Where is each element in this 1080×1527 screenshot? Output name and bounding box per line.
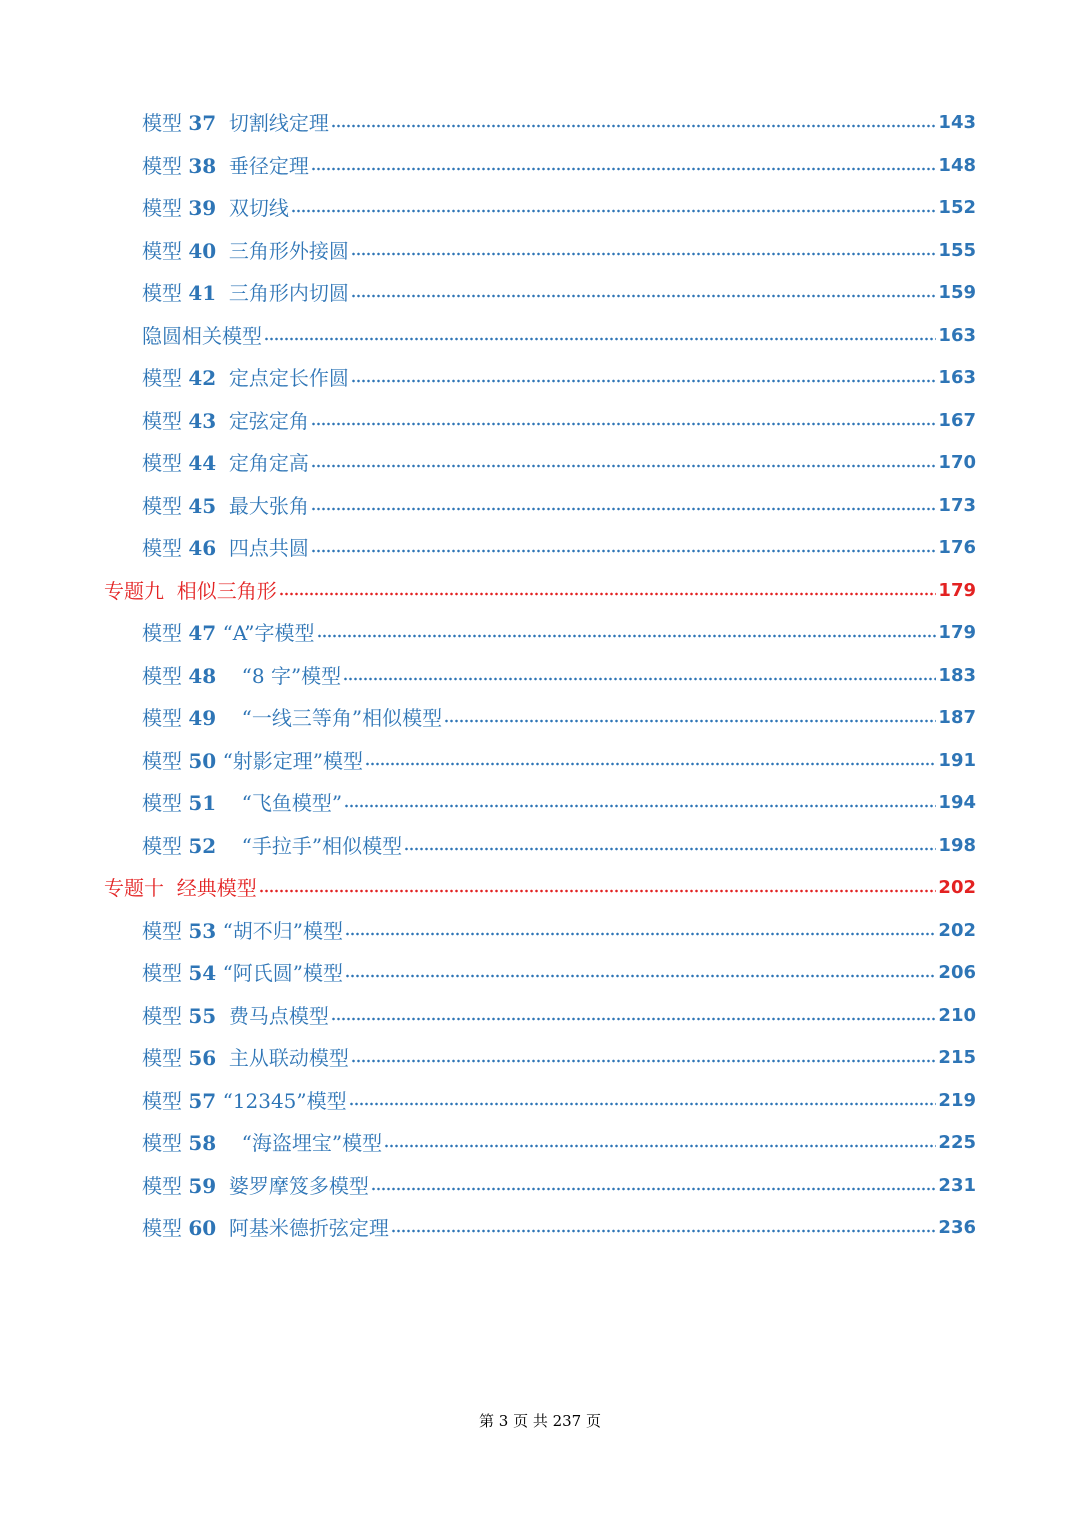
dot-leader: [344, 804, 936, 808]
toc-page-number: 202: [938, 877, 976, 898]
toc-entry-label: [142, 194, 289, 222]
toc-entry-number: 56: [188, 1046, 217, 1070]
toc-entry-number: 45: [188, 493, 217, 518]
toc-entry-separator: [216, 196, 229, 220]
toc-entry[interactable]: [142, 401, 976, 435]
dot-leader: [391, 1229, 937, 1233]
toc-entry-number: 37: [188, 111, 217, 135]
toc-page-number: 159: [938, 282, 976, 303]
toc-page-number: 176: [938, 537, 976, 558]
toc-entry-label: [142, 279, 349, 307]
toc-page-number: 225: [938, 1132, 976, 1153]
toc-entry[interactable]: [142, 1166, 976, 1200]
toc-entry-prefix: 模型: [142, 1173, 189, 1198]
dot-leader: [291, 209, 937, 213]
toc-entry-separator: [216, 409, 229, 433]
dot-leader: [349, 1102, 937, 1106]
toc-entry-prefix: 模型: [142, 748, 189, 773]
toc-page-number: 202: [938, 919, 976, 941]
toc-entry-separator: [216, 1004, 229, 1028]
toc-entry[interactable]: [142, 1081, 976, 1115]
toc-entry-label: [142, 1214, 389, 1242]
dot-leader: [365, 762, 936, 766]
toc-entry-label: [142, 917, 343, 945]
toc-entry[interactable]: [142, 231, 976, 265]
toc-page-number: 167: [938, 409, 976, 431]
toc-entry-number: 40: [188, 238, 217, 263]
toc-entry-prefix: 模型: [142, 153, 189, 178]
dot-leader: [343, 677, 936, 681]
toc-entry-title: “12345”模型: [222, 1088, 347, 1113]
toc-entry-label: [142, 959, 343, 987]
toc-page-number: 155: [938, 239, 976, 261]
toc-page-number: 210: [938, 1004, 976, 1026]
dot-leader: [331, 124, 937, 128]
dot-leader: [279, 592, 937, 596]
toc-entry-title: “阿氏圆”模型: [222, 961, 344, 985]
toc-entry-prefix: 模型: [142, 451, 189, 475]
toc-entry-label: [142, 789, 342, 817]
toc-entry-label: [142, 832, 402, 860]
dot-leader: [371, 1187, 937, 1191]
toc-entry-prefix: 模型: [142, 408, 189, 433]
toc-entry-title: 垂径定理: [228, 153, 309, 178]
toc-page-number: 219: [938, 1089, 976, 1111]
toc-entry-separator: [216, 366, 229, 390]
toc-entry-prefix: 模型: [142, 791, 189, 815]
toc-entry[interactable]: [142, 1208, 976, 1242]
toc-entry-prefix: 模型: [142, 536, 189, 560]
toc-entry[interactable]: [142, 911, 976, 945]
toc-entry-prefix: 模型: [142, 961, 189, 985]
toc-entry-number: 48: [188, 663, 217, 688]
toc-entry-title: 定点定长作圆: [228, 366, 349, 390]
toc-entry-label: [142, 407, 309, 435]
toc-page-number: 173: [938, 494, 976, 516]
toc-entry-prefix: 模型: [142, 111, 189, 135]
toc-entry-label: [104, 577, 277, 605]
dot-leader: [259, 889, 937, 893]
toc-entry[interactable]: [142, 953, 976, 987]
toc-entry-separator: [216, 154, 229, 178]
toc-entry[interactable]: [142, 103, 976, 137]
toc-page-number: 183: [938, 664, 976, 686]
toc-entry-number: 49: [188, 706, 217, 730]
toc-entry[interactable]: [142, 528, 976, 562]
toc-page-number: 231: [938, 1174, 976, 1196]
dot-leader: [311, 507, 937, 511]
toc-entry-label: [104, 874, 257, 902]
dot-leader: [345, 932, 936, 936]
dot-leader: [311, 549, 937, 553]
toc-page-number: 179: [938, 579, 976, 601]
toc-entry-label: [142, 364, 349, 392]
toc-entry-number: 54: [188, 961, 217, 985]
toc-entry-separator: [216, 536, 229, 560]
dot-leader: [311, 422, 937, 426]
toc-page-number: 163: [938, 367, 976, 388]
toc-entry-label: [142, 1172, 369, 1200]
toc-entry-title: 定角定高: [228, 451, 309, 475]
dot-leader: [311, 464, 937, 468]
toc-entry[interactable]: [142, 188, 976, 222]
toc-entry-number: 41: [188, 281, 217, 305]
toc-entry-title: “海盗埋宝”模型: [241, 1131, 383, 1155]
toc-entry-title: 专题十 经典模型: [104, 876, 257, 900]
toc-entry-number: 60: [188, 1216, 217, 1240]
toc-entry-number: 58: [188, 1131, 217, 1155]
toc-page-number: 170: [938, 452, 976, 473]
toc-entry-separator: [216, 791, 241, 815]
toc-entry-number: 42: [188, 366, 217, 390]
toc-entry-prefix: 模型: [142, 1216, 189, 1240]
toc-entry-label: [142, 109, 329, 137]
toc-entry-separator: [216, 1216, 229, 1240]
toc-entry-label: [142, 1129, 382, 1157]
toc-page-number: 152: [938, 197, 976, 218]
toc-entry[interactable]: [142, 273, 976, 307]
dot-leader: [444, 719, 936, 723]
toc-entry-label: [142, 1002, 329, 1030]
toc-entry-separator: [216, 281, 229, 305]
toc-entry-prefix: 模型: [142, 706, 189, 730]
toc-entry-title: 定弦定角: [228, 408, 309, 433]
toc-entry-prefix: 模型: [142, 238, 189, 263]
toc-entry[interactable]: [142, 783, 976, 817]
toc-entry-separator: [216, 706, 241, 730]
toc-entry-title: 三角形外接圆: [228, 238, 349, 263]
toc-entry-number: 39: [188, 196, 217, 220]
page-footer: 第 3 页 共 237 页: [478, 1412, 601, 1430]
toc-entry-label: [142, 662, 341, 690]
dot-leader: [351, 1059, 937, 1063]
toc-entry-title: 婆罗摩笈多模型: [228, 1173, 369, 1198]
toc-entry-label: [142, 492, 309, 520]
toc-entry-title: “射影定理”模型: [222, 748, 364, 773]
toc-entry[interactable]: [142, 146, 976, 180]
toc-entry-prefix: 模型: [142, 621, 189, 645]
toc-entry-title: “飞鱼模型”: [241, 791, 343, 815]
toc-entry-title: “A”字模型: [222, 621, 315, 645]
toc-page-number: 206: [938, 962, 976, 983]
toc-entry-title: 切割线定理: [228, 111, 329, 135]
toc-entry-label: [142, 619, 315, 647]
toc-entry-prefix: 模型: [142, 1046, 189, 1070]
toc-entry[interactable]: [142, 741, 976, 775]
toc-entry-label: [142, 534, 309, 562]
toc-entry-prefix: 模型: [142, 281, 189, 305]
toc-entry-separator: [216, 834, 241, 858]
toc-page-number: 215: [938, 1047, 976, 1068]
toc-entry-number: 52: [188, 833, 217, 858]
toc-entry-title: “8 字”模型: [241, 663, 342, 688]
toc-entry-title: 隐圆相关模型: [142, 323, 262, 348]
toc-entry-number: 55: [188, 1003, 217, 1028]
toc-entry[interactable]: [142, 656, 976, 690]
toc-entry-number: 43: [188, 408, 217, 433]
toc-entry[interactable]: [142, 698, 976, 732]
toc-entry-prefix: 模型: [142, 833, 189, 858]
toc-page-number: 148: [938, 154, 976, 176]
toc-entry-separator: [216, 451, 229, 475]
toc-entry-number: 47: [188, 621, 217, 645]
toc-entry-separator: [216, 1174, 229, 1198]
toc-entry[interactable]: [142, 443, 976, 477]
toc-entry[interactable]: [142, 316, 976, 350]
toc-entry-title: 四点共圆: [228, 536, 309, 560]
toc-page-number: 179: [938, 622, 976, 643]
toc-entry-prefix: 模型: [142, 663, 189, 688]
toc-page-number: 236: [938, 1217, 976, 1238]
toc-entry-label: [142, 747, 363, 775]
toc-entry-separator: [216, 494, 229, 518]
toc-entry-title: 阿基米德折弦定理: [228, 1216, 389, 1240]
toc-entry-number: 46: [188, 536, 217, 560]
toc-entry[interactable]: [142, 486, 976, 520]
toc-entry-separator: [216, 664, 241, 688]
toc-entry-prefix: 模型: [142, 1131, 189, 1155]
dot-leader: [345, 974, 936, 978]
toc-entry-number: 51: [188, 791, 217, 815]
toc-entry[interactable]: [142, 996, 976, 1030]
toc-entry-label: [142, 704, 442, 732]
toc-page-number: 191: [938, 749, 976, 771]
toc-page-number: 143: [938, 112, 976, 133]
toc-page-number: 187: [938, 707, 976, 728]
toc-page-number: 194: [938, 792, 976, 813]
toc-entry-label: [142, 1087, 347, 1115]
toc-entry-label: [142, 237, 349, 265]
toc-entry[interactable]: [142, 1038, 976, 1072]
toc-entry-title: 费马点模型: [228, 1003, 329, 1028]
toc-entry-prefix: 模型: [142, 493, 189, 518]
toc-entry-prefix: 模型: [142, 1003, 189, 1028]
toc-entry-number: 38: [188, 153, 217, 178]
toc-entry-label: [142, 322, 262, 350]
toc-entry-title: 最大张角: [228, 493, 309, 518]
dot-leader: [264, 337, 936, 341]
toc-entry-separator: [216, 111, 229, 135]
dot-leader: [331, 1017, 937, 1021]
toc-page-number: 163: [938, 324, 976, 346]
toc-entry-separator: [216, 239, 229, 263]
toc-entry-prefix: 模型: [142, 366, 189, 390]
toc-entry-title: 双切线: [228, 196, 289, 220]
toc-entry-title: “一线三等角”相似模型: [241, 706, 443, 730]
toc-entry[interactable]: [142, 358, 976, 392]
toc-entry-prefix: 模型: [142, 1088, 189, 1113]
toc-entry-number: 50: [188, 748, 217, 773]
toc-entry-title: “胡不归”模型: [222, 918, 344, 943]
toc-entry-number: 57: [188, 1088, 217, 1113]
toc-entry-number: 44: [188, 451, 217, 475]
toc-entry-number: 59: [188, 1173, 217, 1198]
toc-entry-separator: [216, 1131, 241, 1155]
toc-entry-label: [142, 449, 309, 477]
toc-entry-title: 专题九 相似三角形: [104, 578, 277, 603]
dot-leader: [351, 379, 937, 383]
dot-leader: [404, 847, 936, 851]
toc-page-number: 198: [938, 834, 976, 856]
dot-leader: [351, 294, 937, 298]
dot-leader: [311, 167, 937, 171]
toc-entry[interactable]: [142, 826, 976, 860]
toc-entry-number: 53: [188, 918, 217, 943]
toc-entry-separator: [216, 1046, 229, 1070]
toc-entry-prefix: 模型: [142, 918, 189, 943]
dot-leader: [384, 1144, 936, 1148]
toc-entry[interactable]: [142, 1123, 976, 1157]
toc-section-entry[interactable]: [104, 868, 976, 902]
toc-entry-title: 主从联动模型: [228, 1046, 349, 1070]
toc-section-entry[interactable]: [104, 571, 976, 605]
dot-leader: [317, 634, 937, 638]
toc-entry-title: 三角形内切圆: [228, 281, 349, 305]
dot-leader: [351, 252, 937, 256]
toc-entry[interactable]: [142, 613, 976, 647]
toc-entry-title: “手拉手”相似模型: [241, 833, 403, 858]
toc-entry-label: [142, 1044, 349, 1072]
toc-entry-prefix: 模型: [142, 196, 189, 220]
toc-entry-label: [142, 152, 309, 180]
